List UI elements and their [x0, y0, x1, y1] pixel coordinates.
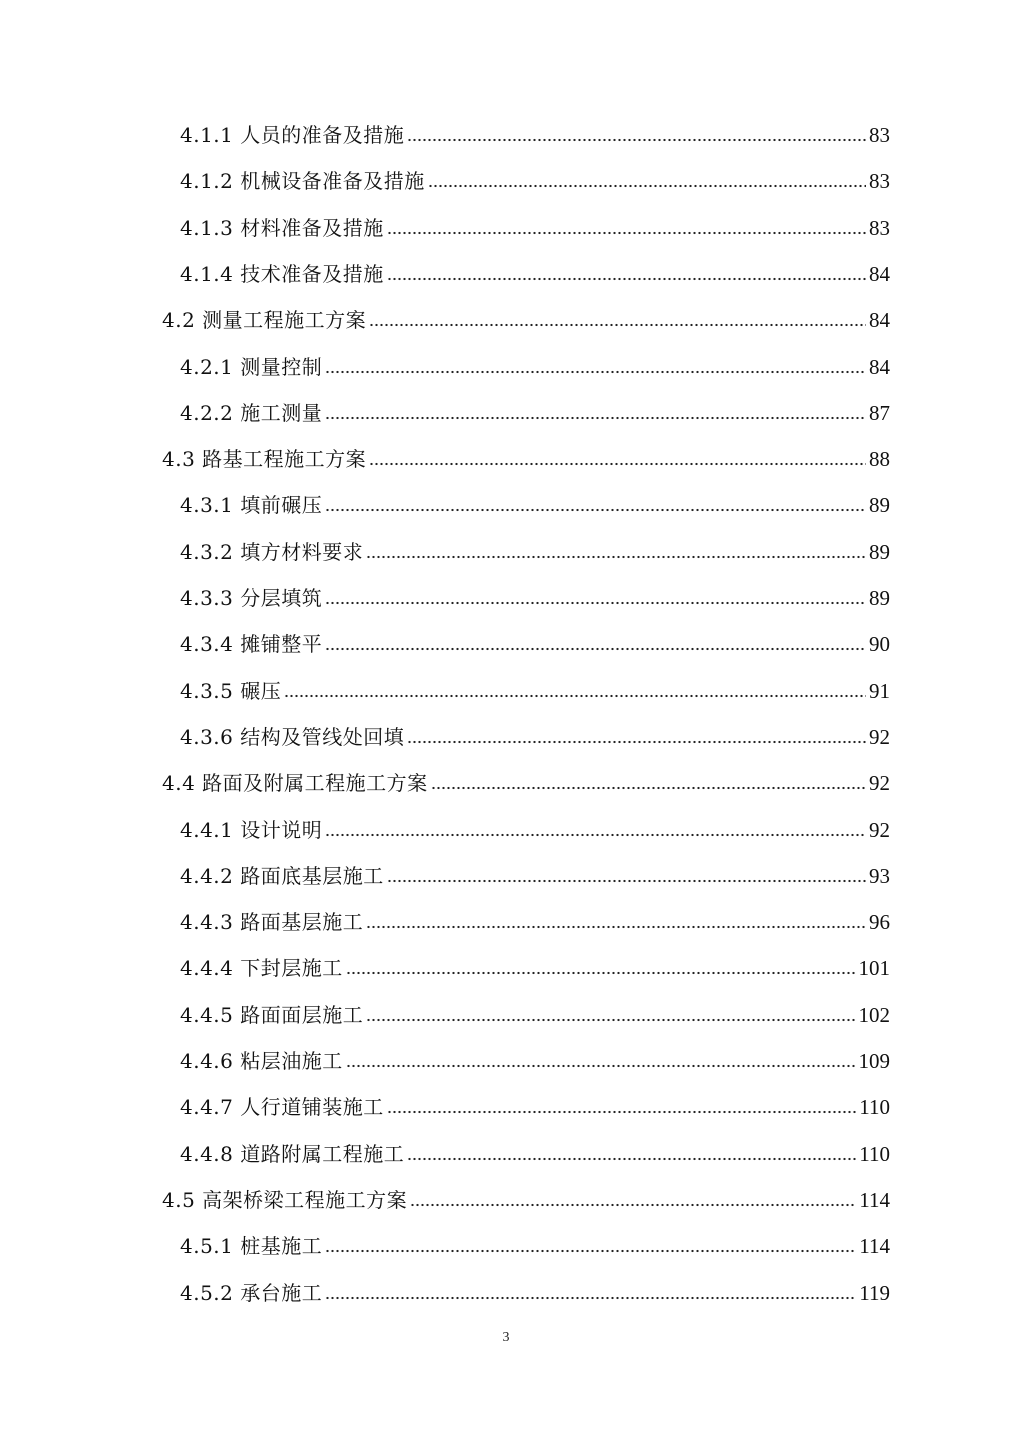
toc-entry-page: 96	[869, 910, 890, 935]
toc-entry-page: 89	[869, 493, 890, 518]
toc-entry-title: 4.2.1 测量控制	[180, 354, 323, 379]
toc-dot-leader	[387, 879, 866, 883]
toc-entry-page: 93	[869, 863, 890, 888]
toc-entry-title: 4.3.2 填方材料要求	[180, 539, 364, 564]
toc-entry-title: 4.1.4 技术准备及措施	[180, 261, 384, 286]
toc-dot-leader	[325, 1249, 856, 1253]
toc-dot-leader	[325, 370, 866, 374]
toc-entry-title: 4.4.4 下封层施工	[180, 956, 343, 981]
toc-entry-page: 87	[869, 400, 890, 425]
toc-dot-leader	[387, 1110, 857, 1114]
toc-entry-title: 4.4.1 设计说明	[180, 817, 323, 842]
toc-entry-page: 110	[859, 1095, 890, 1120]
toc-entry-title: 4.1.1 人员的准备及措施	[180, 123, 405, 147]
toc-entry[interactable]	[180, 1137, 890, 1167]
toc-entry[interactable]	[180, 1090, 890, 1120]
toc-entry[interactable]	[180, 905, 890, 935]
toc-entry-page: 84	[869, 354, 890, 379]
toc-dot-leader	[369, 462, 866, 466]
toc-entry-title: 4.3.4 摊铺整平	[180, 632, 323, 657]
toc-entry-title: 4.3.5 碾压	[180, 678, 282, 703]
toc-entry[interactable]	[180, 1229, 890, 1259]
toc-entry-title: 4.3.6 结构及管线处回填	[180, 724, 405, 749]
toc-entry-title: 4.1.2 机械设备准备及措施	[180, 169, 425, 194]
toc-entry-title: 4.4.2 路面底基层施工	[180, 863, 384, 888]
toc-entry[interactable]	[180, 813, 890, 843]
toc-dot-leader	[366, 925, 866, 929]
toc-entry-title: 4.1.3 材料准备及措施	[180, 215, 384, 240]
toc-entry[interactable]	[180, 720, 890, 750]
toc-dot-leader	[431, 786, 866, 790]
toc-dot-leader	[407, 740, 866, 744]
toc-dot-leader	[325, 833, 866, 837]
toc-entry-page: 83	[869, 169, 890, 194]
toc-entry-title: 4.4.3 路面基层施工	[180, 910, 364, 935]
toc-dot-leader	[325, 508, 866, 512]
toc-entry[interactable]	[180, 211, 890, 241]
toc-entry-title: 4.5.1 桩基施工	[180, 1234, 323, 1259]
toc-entry[interactable]	[180, 488, 890, 518]
toc-entry-title: 4.2.2 施工测量	[180, 400, 323, 425]
toc-entry-title: 4.3 路基工程施工方案	[162, 447, 367, 472]
toc-entry-title: 4.4 路面及附属工程施工方案	[162, 771, 428, 796]
toc-entry-page: 91	[869, 678, 890, 703]
toc-entry-page: 109	[858, 1049, 890, 1073]
toc-entry[interactable]	[180, 396, 890, 426]
toc-entry[interactable]	[162, 766, 890, 796]
toc-entry-page: 89	[869, 586, 890, 610]
toc-dot-leader	[325, 416, 866, 420]
toc-entry[interactable]	[180, 581, 890, 611]
toc-entry-page: 89	[869, 539, 890, 564]
toc-entry[interactable]	[180, 350, 890, 380]
toc-entry-page: 119	[859, 1280, 890, 1305]
toc-dot-leader	[428, 184, 866, 188]
toc-entry[interactable]	[162, 303, 890, 333]
toc-dot-leader	[366, 555, 866, 559]
toc-dot-leader	[346, 1064, 856, 1068]
toc-entry[interactable]	[180, 627, 890, 657]
toc-entry-title: 4.5 高架桥梁工程施工方案	[162, 1187, 408, 1212]
toc-entry[interactable]	[180, 164, 890, 194]
toc-dot-leader	[387, 277, 866, 281]
toc-entry[interactable]	[180, 257, 890, 287]
toc-entry-title: 4.4.5 路面面层施工	[180, 1002, 364, 1027]
toc-entry[interactable]	[180, 859, 890, 889]
toc-entry[interactable]	[180, 951, 890, 981]
toc-entry-title: 4.4.7 人行道铺装施工	[180, 1095, 384, 1120]
toc-entry-page: 92	[869, 771, 890, 796]
toc-entry-page: 110	[859, 1141, 890, 1166]
toc-entry-title: 4.4.8 道路附属工程施工	[180, 1141, 405, 1166]
toc-entry-page: 92	[869, 724, 890, 749]
toc-entry-page: 114	[859, 1187, 890, 1212]
toc-entry-page: 84	[869, 261, 890, 286]
toc-entry[interactable]	[180, 998, 890, 1028]
toc-entry[interactable]	[180, 1044, 890, 1074]
toc-entry-page: 102	[858, 1002, 890, 1027]
toc-entry[interactable]	[162, 1183, 890, 1213]
toc-entry-title: 4.2 测量工程施工方案	[162, 308, 367, 333]
page-number: 3	[502, 1330, 510, 1345]
toc-entry-page: 101	[858, 956, 890, 981]
toc-entry[interactable]	[180, 535, 890, 565]
toc-entry[interactable]	[180, 1276, 890, 1306]
toc-dot-leader	[284, 694, 866, 698]
toc-dot-leader	[325, 1296, 856, 1300]
toc-dot-leader	[407, 1157, 856, 1161]
toc-entry-title: 4.5.2 承台施工	[180, 1280, 323, 1305]
toc-dot-leader	[410, 1203, 856, 1207]
toc-dot-leader	[387, 231, 866, 235]
toc-dot-leader	[366, 1018, 855, 1022]
toc-entry-page: 88	[869, 447, 890, 472]
toc-entry-page: 84	[869, 308, 890, 333]
toc-entry-title: 4.3.1 填前碾压	[180, 493, 323, 518]
toc-entry-page: 83	[869, 123, 890, 147]
toc-entry[interactable]	[180, 674, 890, 704]
toc-dot-leader	[407, 138, 866, 142]
toc-entry[interactable]	[180, 118, 890, 148]
toc-entry-page: 83	[869, 215, 890, 240]
toc-entry-page: 92	[869, 817, 890, 842]
toc-entry-page: 114	[859, 1234, 890, 1259]
toc-entry[interactable]	[162, 442, 890, 472]
toc-entry-page: 90	[869, 632, 890, 657]
toc-dot-leader	[325, 601, 866, 605]
toc-dot-leader	[346, 971, 856, 975]
toc-dot-leader	[369, 323, 866, 327]
toc-entry-title: 4.3.3 分层填筑	[180, 586, 323, 610]
toc-dot-leader	[325, 647, 866, 651]
toc-entry-title: 4.4.6 粘层油施工	[180, 1049, 343, 1073]
